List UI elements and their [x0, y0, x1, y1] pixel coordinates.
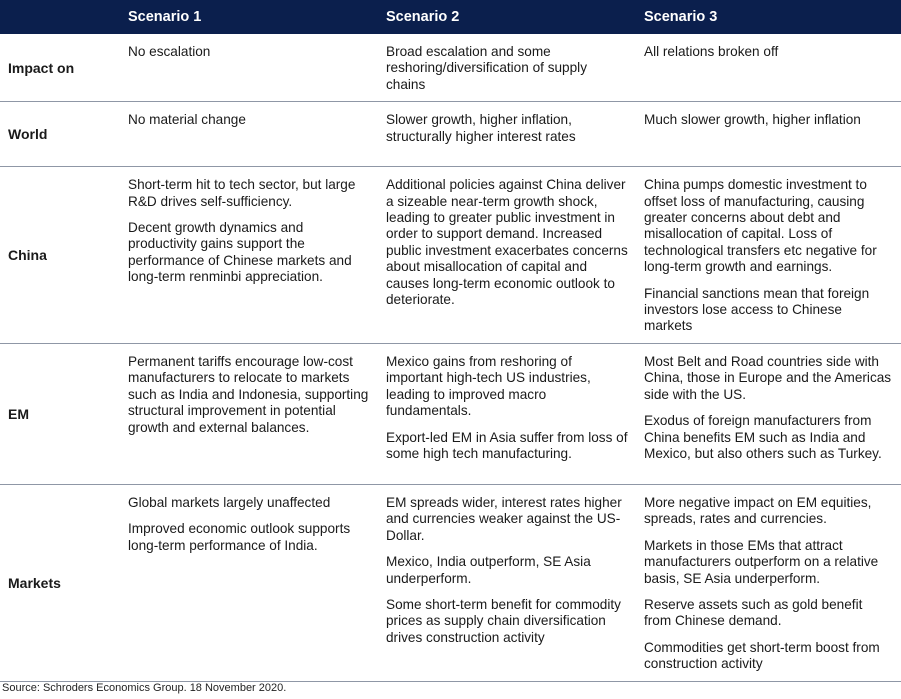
- cell-text: Commodities get short-term boost from construction activity: [644, 639, 880, 672]
- row-label-impact: Impact on: [0, 34, 120, 102]
- cell-em-s1: [120, 343, 378, 484]
- table-header: [0, 0, 901, 34]
- cell-text: More negative impact on EM equities, spreads, rates and currencies.: [644, 494, 872, 527]
- source-note: Source: Schroders Economics Group. 18 November 2020.: [2, 682, 287, 694]
- cell-text: China pumps domestic investment to offset loss of manufacturing, causing greater concerns about debt and misallocation of capital. Loss of technological transfers etc negative for long-term growth and earnings.: [644, 177, 877, 275]
- cell-text: All relations broken off: [644, 44, 779, 59]
- cell-markets-s1: [120, 484, 378, 681]
- cell-china-s2: [378, 167, 636, 344]
- cell-markets-s3: [636, 484, 901, 681]
- cell-text: Permanent tariffs encourage low-cost manufacturers to relocate to markets such as India and Indonesia, supporting structural improvement in potential growth and external balances.: [128, 353, 369, 435]
- cell-text: No escalation: [128, 44, 211, 59]
- cell-china-s1: [120, 167, 378, 344]
- cell-china-s3: [636, 167, 901, 344]
- row-label-em: EM: [0, 343, 120, 484]
- header-scenario-3: Scenario 3: [636, 0, 901, 34]
- header-scenario-2: Scenario 2: [378, 0, 636, 34]
- cell-impact-s1: [120, 34, 378, 102]
- cell-em-s3: [636, 343, 901, 484]
- cell-text: No material change: [128, 112, 246, 128]
- cell-text: Broad escalation and some reshoring/diversification of supply chains: [386, 44, 587, 92]
- cell-world-s1: [120, 102, 378, 167]
- cell-world-s2: [378, 102, 636, 167]
- cell-text: Mexico, India outperform, SE Asia underperform.: [386, 554, 591, 586]
- cell-text: Reserve assets such as gold benefit from Chinese demand.: [644, 596, 863, 629]
- cell-text: Some short-term benefit for commodity prices as supply chain diversification drives construction activity: [386, 596, 621, 645]
- table-row: [0, 343, 901, 484]
- cell-text: Decent growth dynamics and productivity gains support the performance of Chinese markets and long-term renminbi appreciation.: [128, 220, 352, 285]
- cell-text: Much slower growth, higher inflation: [644, 112, 861, 128]
- cell-text: Mexico gains from reshoring of important high-tech US industries, leading to improved macro fundamentals.: [386, 353, 591, 419]
- row-label-markets: Markets: [0, 484, 120, 681]
- table-row: [0, 102, 901, 167]
- cell-text: Financial sanctions mean that foreign investors lose access to Chinese markets: [644, 285, 870, 334]
- cell-text: Export-led EM in Asia suffer from loss of some high tech manufacturing.: [386, 429, 628, 461]
- table-row: [0, 34, 901, 102]
- cell-world-s3: [636, 102, 901, 167]
- cell-text: Global markets largely unaffected: [128, 494, 331, 510]
- cell-markets-s2: [378, 484, 636, 681]
- cell-text: Additional policies against China deliver a sizeable near-term growth shock, leading to greater public investment in order to support demand. Increased public investment exacerbates concerns about misallocation of capital and causes long-term economic outlook to deteriorate.: [386, 177, 628, 308]
- cell-em-s2: [378, 343, 636, 484]
- cell-text: Most Belt and Road countries side with China, those in Europe and the Americas side with the US.: [644, 353, 892, 402]
- cell-text: EM spreads wider, interest rates higher and currencies weaker against the US-Dollar.: [386, 494, 622, 543]
- cell-impact-s2: [378, 34, 636, 102]
- header-row: [0, 0, 901, 34]
- cell-text: Markets in those EMs that attract manufacturers outperform on a relative basis, SE Asia underperform.: [644, 537, 879, 586]
- header-scenario-1: Scenario 1: [120, 0, 378, 34]
- row-label-world: World: [0, 102, 120, 167]
- cell-impact-s3: [636, 34, 901, 102]
- table-row: [0, 484, 901, 681]
- table-row: [0, 167, 901, 344]
- cell-text: Short-term hit to tech sector, but large R&D drives self-sufficiency.: [128, 177, 356, 209]
- cell-text: Exodus of foreign manufacturers from China benefits EM such as India and Mexico, but also others such as Turkey.: [644, 413, 882, 461]
- header-blank: [0, 0, 120, 34]
- cell-text: Slower growth, higher inflation, structurally higher interest rates: [386, 112, 576, 144]
- cell-text: Improved economic outlook supports long-term performance of India.: [128, 521, 351, 553]
- row-label-china: China: [0, 167, 120, 344]
